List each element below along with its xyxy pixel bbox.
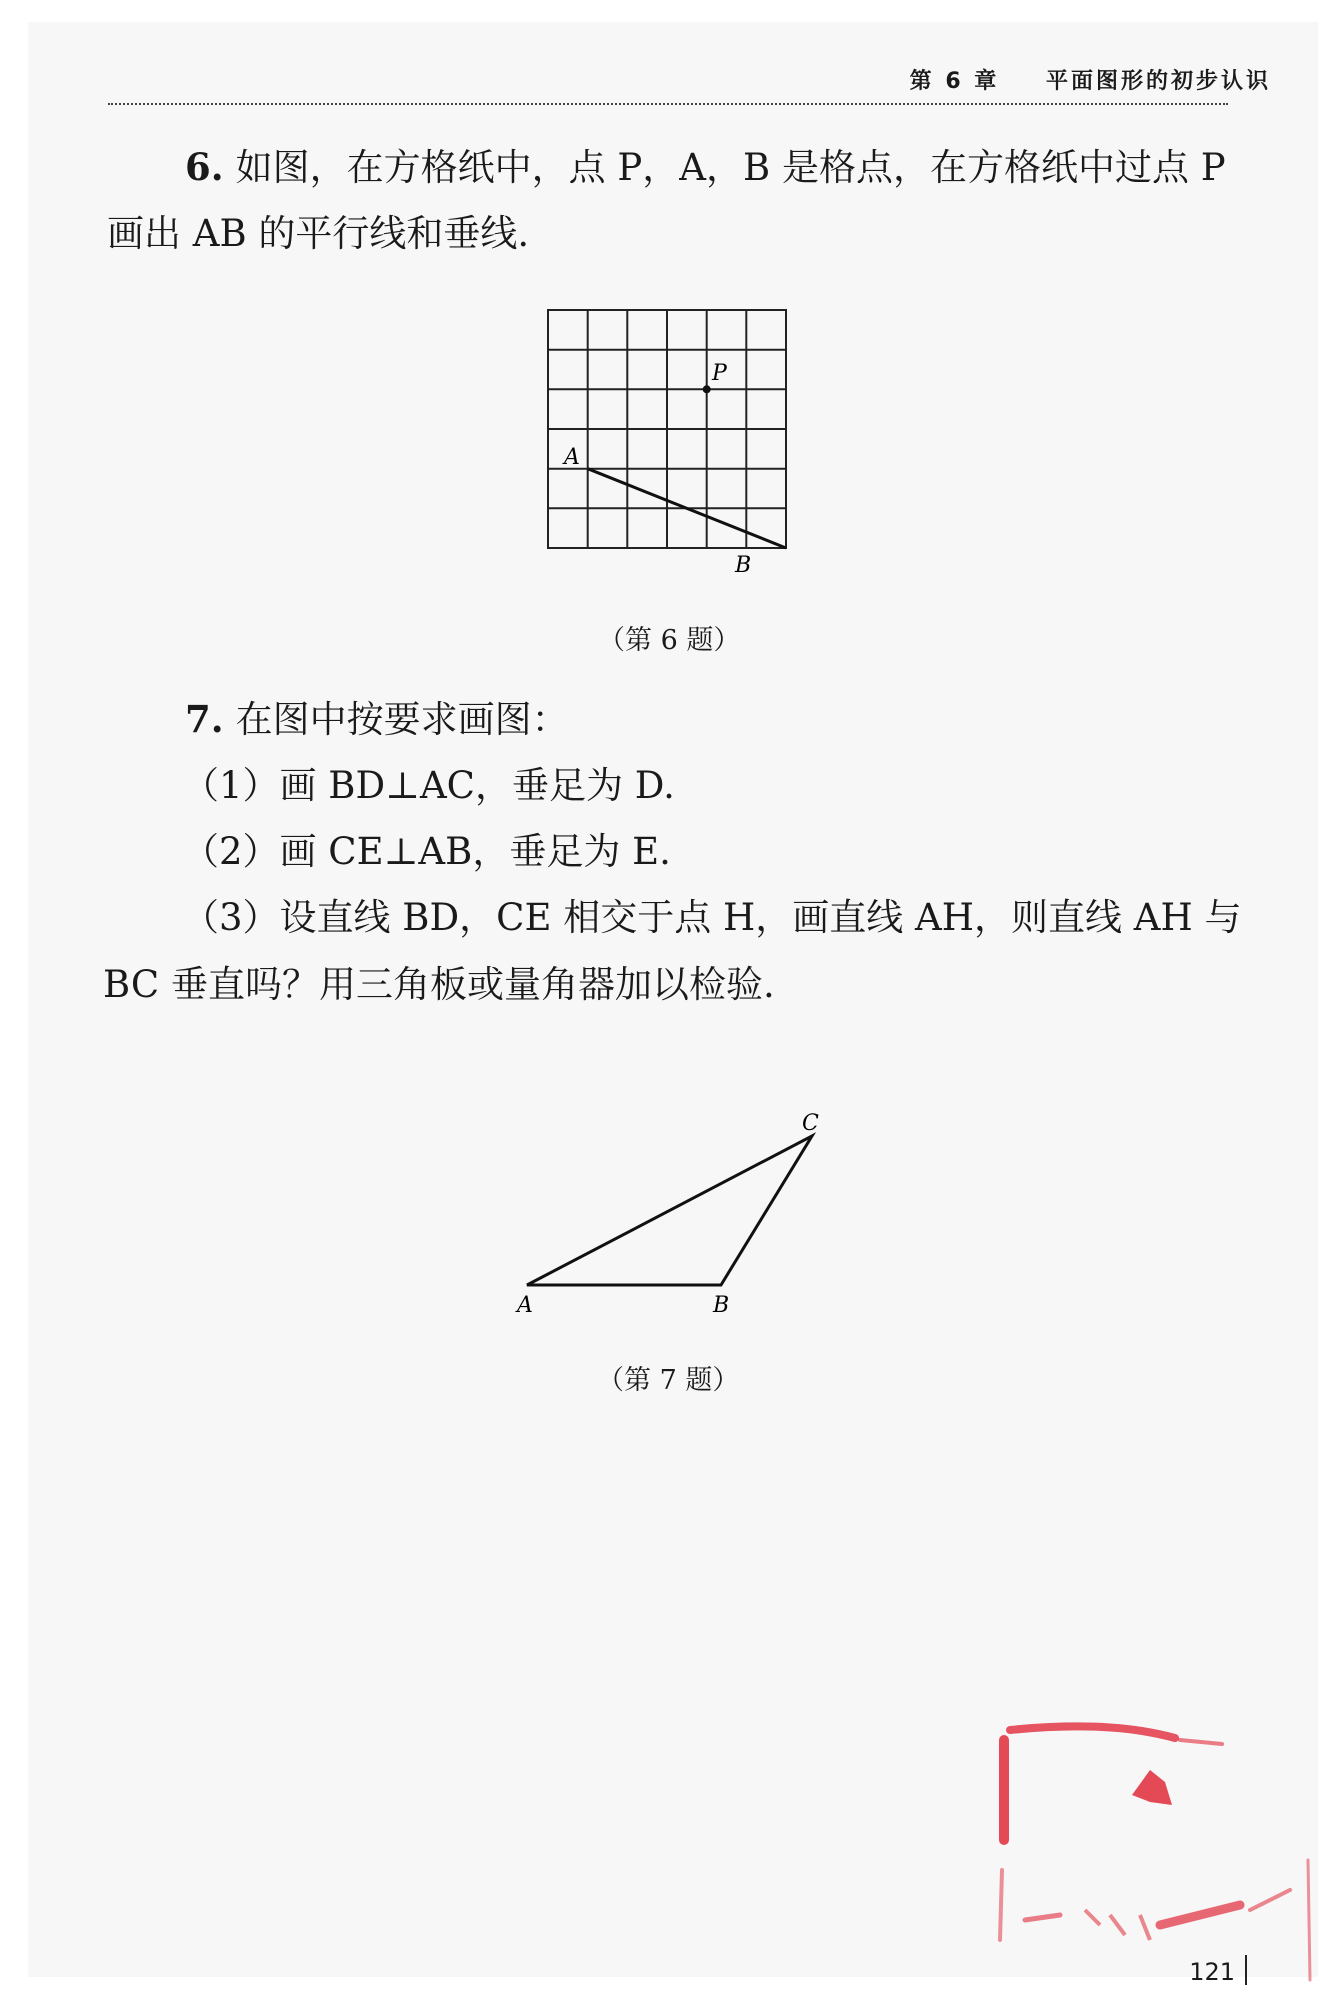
q7-item3-line1: （3）设直线 BD，CE 相交于点 H，画直线 AH，则直线 AH 与 xyxy=(182,896,1242,939)
page-number: 121 xyxy=(1189,1958,1235,1986)
q6-line2: 画出 AB 的平行线和垂线. xyxy=(107,212,530,255)
q7-triangle-figure xyxy=(500,1100,860,1330)
q7-item1: （1）画 BD⊥AC，垂足为 D. xyxy=(182,764,675,807)
triangle-abc xyxy=(527,1136,812,1285)
header-rule xyxy=(108,103,1228,105)
q7-item3-line2: BC 垂直吗？用三角板或量角器加以检验. xyxy=(103,963,775,1006)
label-c: C xyxy=(802,1111,819,1136)
label-b: B xyxy=(713,1293,730,1318)
running-header xyxy=(910,64,1271,95)
q6-number: 6. xyxy=(185,145,224,189)
grid xyxy=(548,310,786,548)
q6-text-line1: 如图，在方格纸中，点 P，A，B 是格点，在方格纸中过点 P xyxy=(235,146,1226,189)
chapter-label: 第 6 章 xyxy=(909,69,1000,94)
chapter-title: 平面图形的初步认识 xyxy=(1045,69,1271,94)
q6-grid-figure xyxy=(540,300,840,590)
q7-item2: （2）画 CE⊥AB，垂足为 E. xyxy=(182,830,671,873)
page-number-bar xyxy=(1245,1955,1247,1985)
q7-caption: （第 7 题） xyxy=(597,1365,740,1396)
q7-intro: 在图中按要求画图： xyxy=(235,698,569,741)
q6-line1 xyxy=(185,145,1226,190)
red-seal-stamp xyxy=(990,1710,1330,1990)
q6-caption: （第 6 题） xyxy=(598,625,741,656)
label-a: A xyxy=(517,1293,533,1318)
point-p xyxy=(703,385,711,393)
label-b: B xyxy=(735,553,752,578)
q7-number: 7. xyxy=(185,697,224,741)
label-a: A xyxy=(564,445,580,470)
q7-intro-line xyxy=(185,697,569,742)
label-p: P xyxy=(712,361,727,386)
